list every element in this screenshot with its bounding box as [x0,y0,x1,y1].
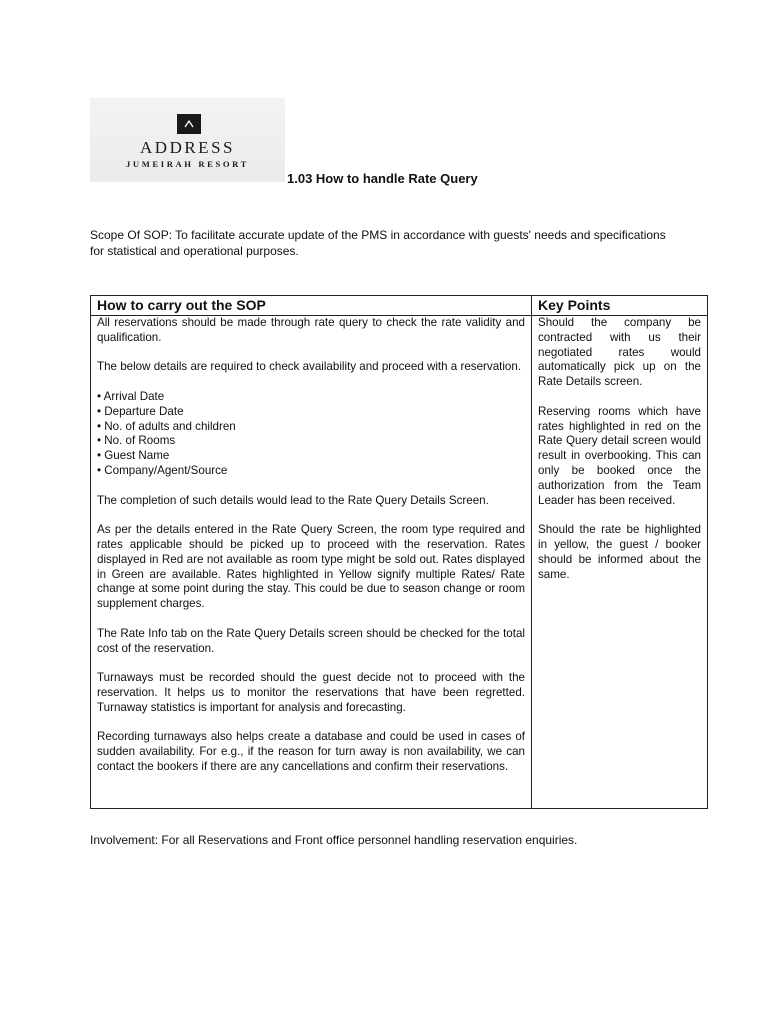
turnaways-paragraph: Turnaways must be recorded should the guest decide not to proceed with the reservation. It helps us to monitor the reservations that have been regretted. Turnaway statistics is important for analysis and forecasting. [97,671,525,714]
list-item: • Arrival Date [97,389,165,403]
requirements-list [97,390,525,479]
completion-paragraph: The completion of such details would lead to the Rate Query Details Screen. [97,493,489,507]
list-item: • Departure Date [97,404,184,418]
caret-up-icon [177,114,201,134]
rate-info-paragraph: The Rate Info tab on the Rate Query Details screen should be checked for the total cost of the reservation. [97,626,525,655]
header-how-to: How to carry out the SOP [91,296,532,316]
recording-paragraph: Recording turnaways also helps create a database and could be used in cases of sudden availability. For e.g., if the reason for turn away is non availability, we can contact the bookers if there are any cancellations and confirm their reservations. [97,730,525,773]
involvement: Involvement: For all Reservations and Front office personnel handling reservation enquiries. [90,833,578,847]
sop-table [90,295,708,809]
key-point: Reserving rooms which have rates highlighted in red on the Rate Query detail screen would result in overbooking. This can only be booked once the authorization from the Team Leader has been received. [538,404,701,507]
key-point: Should the rate be highlighted in yellow, the guest / booker should be informed about the same. [538,523,701,581]
procedure-cell [91,316,532,809]
scope-of-sop: Scope Of SOP: To facilitate accurate update of the PMS in accordance with guests' needs and specifications for statistical and operational purposes. [90,228,666,258]
logo-brand: ADDRESS [140,138,235,157]
header-key-points: Key Points [532,296,708,316]
key-points-cell [532,316,708,809]
logo-subtitle: JUMEIRAH RESORT [126,159,249,169]
list-item: • Guest Name [97,449,170,463]
list-item: • Company/Agent/Source [97,463,228,477]
key-point: Should the company be contracted with us their negotiated rates would automatically pick up on the Rate Details screen. [538,316,701,389]
intro-paragraph: All reservations should be made through rate query to check the rate validity and qualification. [97,316,525,344]
rates-paragraph: As per the details entered in the Rate Query Screen, the room type required and rates applicable should be picked up to proceed with the reservation. Rates displayed in Red are not available as room type might be sold out. Rates displayed in Green are available. Rates highlighted in Yellow signify multiple Rates/ Rate change at some point during the stay. This could be due to season change or room supplement charges. [97,523,525,611]
details-paragraph: The below details are required to check availability and proceed with a reservation. [97,360,522,374]
document-title: 1.03 How to handle Rate Query [287,171,478,186]
address-logo [90,98,285,182]
list-item: • No. of Rooms [97,434,176,448]
list-item: • No. of adults and children [97,419,236,433]
